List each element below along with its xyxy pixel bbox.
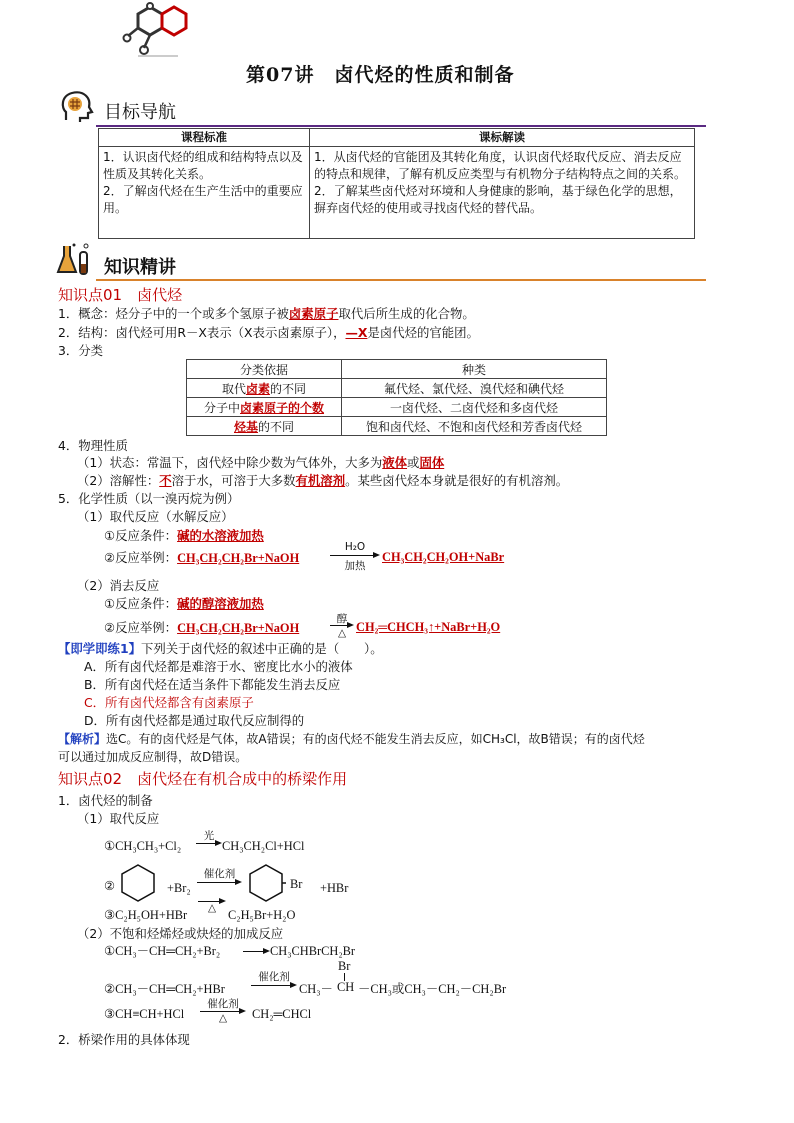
reaction-2-num: ② (104, 878, 116, 893)
classification-table (186, 359, 607, 436)
addition-2-left: ②CH₃－CH═CH₂+HBr (104, 982, 225, 996)
practice-question: 【即学即练1】下列关于卤代烃的叙述中正确的是（ ）。 (58, 641, 383, 656)
eq2-product: CH₂═CHCH₃↑+NaBr+H₂O (356, 620, 501, 634)
molecule-logo-icon (118, 2, 193, 62)
classification-title: 3．分类 (58, 343, 104, 358)
prep-addition-title: （2）不饱和烃烯烃或炔烃的加成反应 (77, 926, 284, 941)
goal-reading-1: 1．从卤代烃的官能团及其转化角度，认识卤代烃取代反应、消去反应的特点和规律，了解有机反应类型与有机物分子结构特点之间的关系。 (314, 150, 687, 181)
reaction-2-right: +HBr (320, 881, 349, 895)
cls-row2-types: 一卤代烃、二卤代烃和多卤代烃 (342, 398, 607, 417)
elimination-title: （2）消去反应 (77, 578, 160, 593)
reaction-2-plus: +Br₂ (167, 881, 191, 895)
goal-heading: 目标导航 (104, 102, 176, 123)
physical-state: （1）状态：常温下，卤代烃中除少数为气体外，大多为液体或固体 (77, 455, 445, 470)
reaction-2-arrow: 催化剂 (197, 866, 242, 896)
brain-head-icon (58, 88, 94, 124)
reaction-3-left: ③C₂H₅OH+HBr (104, 908, 188, 922)
benzene-ring-icon (118, 863, 158, 903)
addition-3-left: ③CH≡CH+HCl (104, 1007, 185, 1021)
option-b: B．所有卤代烃在适当条件下都能发生消去反应 (84, 677, 341, 692)
elimination-example: ②反应举例：CH₃CH₂CH₂Br+NaOH (104, 620, 300, 635)
cls-row3-basis: 烃基的不同 (187, 417, 342, 436)
reaction-1-left: ①CH₃CH₃+Cl₂ (104, 839, 182, 853)
cls-row3-types: 饱和卤代烃、不饱和卤代烃和芳香卤代烃 (342, 417, 607, 436)
addition-3-right: CH₂═CHCl (252, 1007, 312, 1021)
cls-head-basis: 分类依据 (187, 360, 342, 379)
bromobenzene-ring-icon (246, 863, 286, 903)
reaction-3-arrow: △ (198, 896, 226, 920)
reaction-2-br: Br (290, 877, 303, 891)
knowledge-point-2: 知识点02 卤代烃在有机合成中的桥梁作用 (58, 770, 348, 788)
chemical-title: 5．化学性质（以一溴丙烷为例） (58, 491, 240, 506)
reaction-1-right: CH₃CH₂Cl+HCl (222, 839, 305, 853)
section-rule (96, 125, 706, 127)
physical-solubility: （2）溶解性：不溶于水，可溶于大多数有机溶剂。某些卤代烃本身就是很好的有机溶剂。 (77, 473, 569, 488)
addition-2-arrow: 催化剂 (251, 969, 297, 993)
goal-standard-cell (99, 147, 310, 239)
analysis-line-1: 【解析】选C。有的卤代烃是气体，故A错误；有的卤代烃不能发生消去反应，如CH₃Cl，故B错误；有的卤代烃 (58, 732, 645, 746)
reaction-1-arrow: 光 (196, 828, 222, 850)
analysis-line-2: 可以通过加成反应制得，故D错误。 (58, 750, 248, 764)
addition-2-br-top: Br (338, 959, 351, 973)
cls-head-types: 种类 (342, 360, 607, 379)
option-c: C．所有卤代烃都含有卤素原子 (84, 695, 254, 710)
goal-standard-2: 2．了解卤代烃在生产生活中的重要应用。 (103, 184, 303, 215)
definition-line: 1．概念：烃分子中的一个或多个氢原子被卤素原子取代后所生成的化合物。 (58, 306, 475, 321)
section-rule-2 (96, 279, 706, 281)
structure-line: 2．结构：卤代烃可用R－X表示（X表示卤素原子），—X是卤代烃的官能团。 (58, 325, 479, 340)
eq1-product: CH₃CH₂CH₂OH+NaBr (382, 550, 505, 564)
eq1-arrow: H₂O 加热 (330, 541, 380, 571)
addition-3-arrow: 催化剂 △ (200, 996, 246, 1026)
eq2-arrow: 醇 △ (330, 611, 354, 641)
goal-reading-cell (310, 147, 695, 239)
addition-1-right: CH₃CHBrCH₂Br (270, 944, 356, 958)
addition-2-mid: CH₃－ (299, 982, 333, 996)
elimination-condition: ①反应条件：碱的醇溶液加热 (104, 596, 264, 611)
physical-title: 4．物理性质 (58, 438, 128, 453)
preparation-title: 1．卤代烃的制备 (58, 793, 153, 808)
goal-standard-1: 1．认识卤代烃的组成和结构特点以及性质及其转化关系。 (103, 150, 303, 181)
substitution-example: ②反应举例：CH₃CH₂CH₂Br+NaOH (104, 550, 300, 565)
option-a: A．所有卤代烃都是难溶于水、密度比水小的液体 (84, 659, 353, 674)
addition-2-ch: CH (337, 980, 355, 994)
substitution-condition: ①反应条件：碱的水溶液加热 (104, 528, 264, 543)
option-d: D．所有卤代烃都是通过取代反应制得的 (84, 713, 305, 728)
goal-reading-2: 2．了解某些卤代烃对环境和人身健康的影响，基于绿色化学的思想，摒弃卤代烃的使用或寻找卤代烃的替代品。 (314, 184, 682, 215)
goal-col-standard: 课程标准 (99, 129, 310, 147)
prep-substitution-title: （1）取代反应 (77, 811, 160, 826)
cls-row1-basis: 取代卤素的不同 (187, 379, 342, 398)
cls-row1-types: 氟代烃、氯代烃、溴代烃和碘代烃 (342, 379, 607, 398)
addition-1-left: ①CH₃－CH═CH₂+Br₂ (104, 944, 221, 958)
knowledge-point-1: 知识点01 卤代烃 (58, 286, 183, 304)
addition-2-right: －CH₃或CH₃－CH₂－CH₂Br (358, 982, 507, 996)
cls-row2-basis: 分子中卤素原子的个数 (187, 398, 342, 417)
flask-icon (56, 242, 96, 278)
addition-1-arrow (243, 943, 270, 955)
goal-table (98, 128, 695, 239)
page-title: 第07讲 卤代烃的性质和制备 (246, 64, 515, 86)
knowledge-heading: 知识精讲 (104, 257, 176, 278)
bridge-title: 2．桥梁作用的具体体现 (58, 1032, 190, 1047)
substitution-title: （1）取代反应（水解反应） (77, 509, 234, 524)
reaction-3-right: C₂H₅Br+H₂O (228, 908, 296, 922)
goal-col-reading: 课标解读 (310, 129, 695, 147)
